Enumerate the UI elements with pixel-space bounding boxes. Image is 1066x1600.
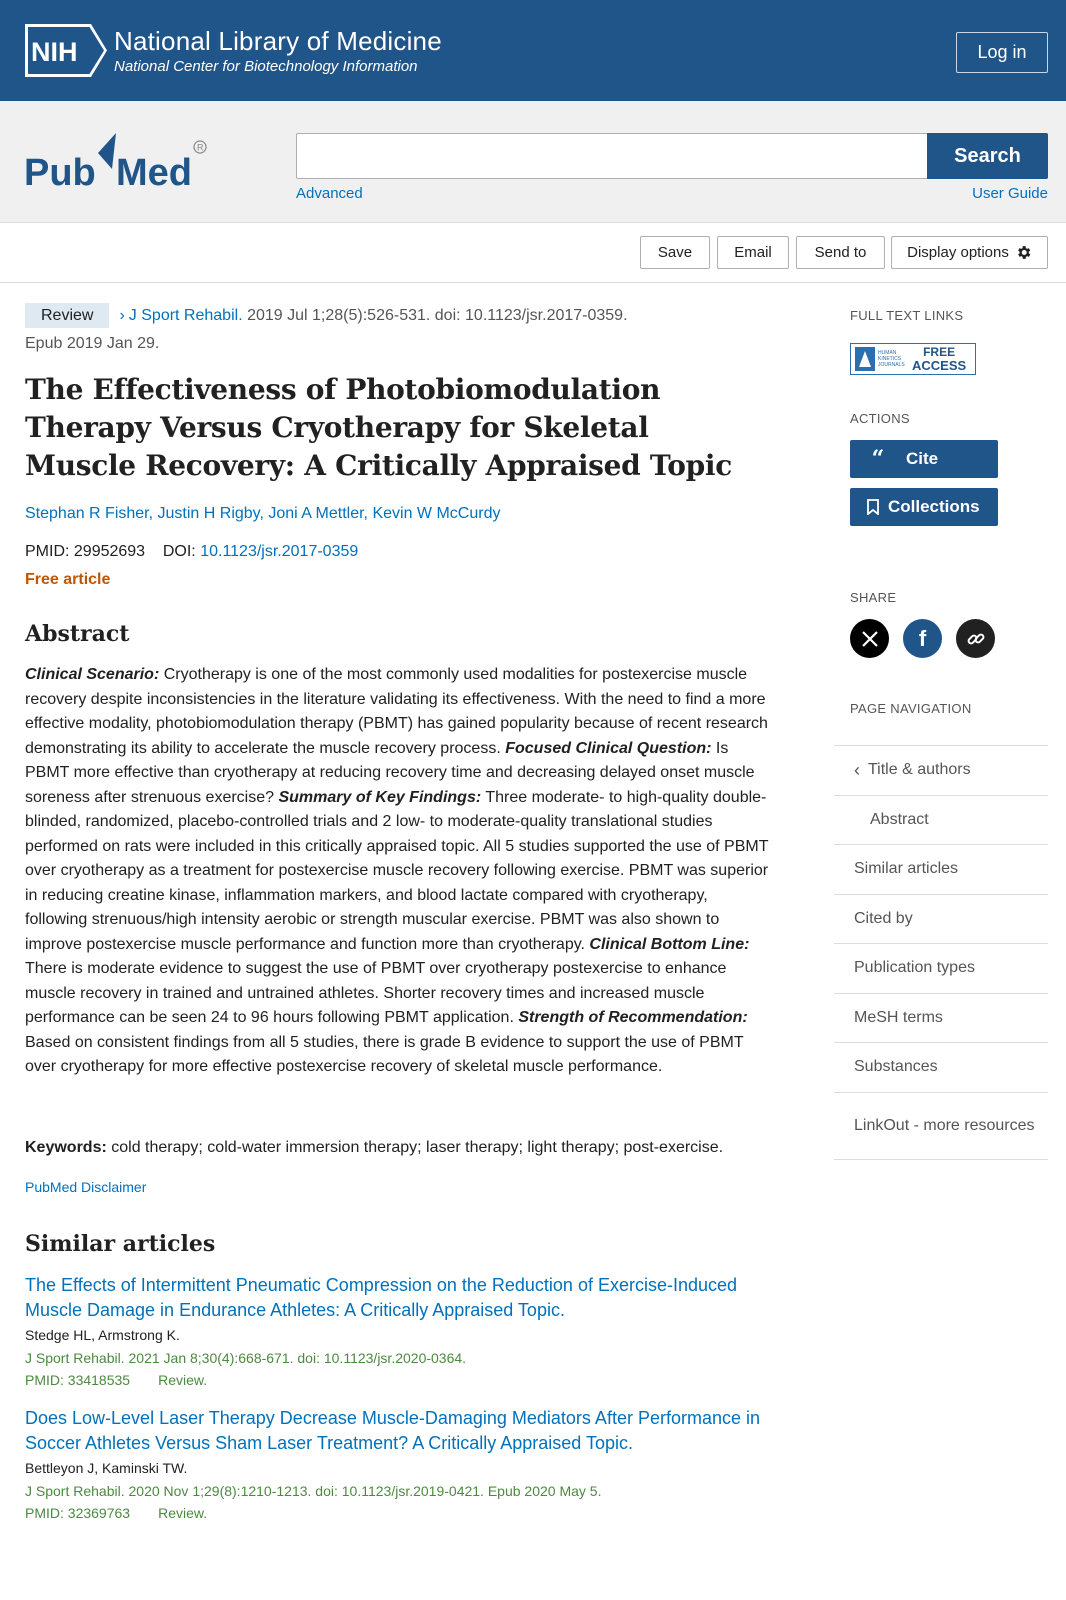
abstract-section-text: Three moderate- to high-quality double-blinded, randomized, placebo-controlled trials and 2 low- to moderate-quality translational studies performed on rats were included in this critically appraised topic. All 5 studies supported the use of PBMT over cryotherapy as a treatment for postexercise muscle recovery following exercise. PBMT was superior in reducing creatine kinase, inflammation markers, and blood lactate compared with cryotherapy, following strenuous/high intensity aerobic or strength muscular exercise. PBMT was also shown to improve postexercise muscle performance and function more than cryotherapy.: [25, 788, 769, 953]
similar-article-ids: [25, 1505, 770, 1521]
doi-link[interactable]: 10.1123/jsr.2017-0359: [200, 543, 359, 560]
citation-details: 2019 Jul 1;28(5):526-531. doi: 10.1123/jsr.2017-0359.: [247, 307, 628, 324]
svg-text:R: R: [197, 142, 204, 153]
abstract-section-label: Clinical Scenario:: [25, 666, 160, 683]
free-article-label: Free article: [25, 571, 111, 588]
similar-article-citation: J Sport Rehabil. 2020 Nov 1;29(8):1210-1213. doi: 10.1123/jsr.2019-0421. Epub 2020 May 5.: [25, 1483, 602, 1499]
pubmed-logo[interactable]: [24, 129, 224, 199]
display-options-label: Display options: [907, 244, 1009, 261]
journal-link[interactable]: J Sport Rehabil.: [128, 307, 243, 324]
bookmark-icon: [866, 499, 880, 515]
author-link[interactable]: Joni A Mettler: [268, 505, 364, 522]
nav-item-mesh-terms[interactable]: MeSH terms: [834, 993, 1048, 1043]
collections-label: Collections: [888, 497, 980, 516]
nav-item-publication-types[interactable]: Publication types: [834, 943, 1048, 993]
full-text-links-label: FULL TEXT LINKS: [850, 308, 964, 323]
nav-item-title-authors[interactable]: [834, 745, 1048, 795]
abstract-text: [25, 663, 770, 1080]
gear-icon: [1015, 244, 1032, 261]
similar-article: [25, 1273, 770, 1388]
save-button[interactable]: Save: [640, 236, 710, 269]
nih-logo[interactable]: [25, 24, 107, 77]
abstract-section-text: Based on consistent findings from all 5 studies, there is grade B evidence to support the use of PBMT over cryotherapy for more effective postexercise recovery of skeletal muscle performance.: [25, 1033, 744, 1075]
actions-label: ACTIONS: [850, 411, 910, 426]
keywords-label: Keywords:: [25, 1139, 107, 1156]
nav-item-similar-articles[interactable]: Similar articles: [834, 844, 1048, 894]
similar-articles-heading: Similar articles: [25, 1231, 216, 1257]
similar-article-pmid: PMID: 33418535: [25, 1372, 131, 1388]
svg-text:NIH: NIH: [31, 37, 78, 67]
search-input[interactable]: [296, 133, 928, 179]
facebook-icon[interactable]: f: [903, 619, 942, 658]
similar-article-citation: J Sport Rehabil. 2021 Jan 8;30(4):668-671. doi: 10.1123/jsr.2020-0364.: [25, 1350, 467, 1366]
svg-text:Pub: Pub: [24, 152, 96, 194]
nav-item-substances[interactable]: Substances: [834, 1042, 1048, 1092]
pubmed-disclaimer-link[interactable]: PubMed Disclaimer: [25, 1179, 147, 1195]
cite-button[interactable]: [850, 440, 998, 478]
advanced-search-link[interactable]: Advanced: [296, 185, 363, 202]
svg-text:Med: Med: [116, 152, 192, 194]
badge-free-label: FREE: [923, 345, 956, 359]
chevron-right-icon: ›: [119, 307, 125, 324]
search-band: [0, 101, 1066, 223]
abstract-section-label: Clinical Bottom Line:: [589, 935, 750, 953]
page-navigation-label: PAGE NAVIGATION: [850, 701, 972, 716]
author-link[interactable]: Stephan R Fisher: [25, 505, 149, 522]
nav-item-cited-by[interactable]: Cited by: [834, 894, 1048, 944]
display-options-button[interactable]: [891, 236, 1048, 269]
similar-article-ids: [25, 1372, 770, 1388]
similar-article: [25, 1406, 770, 1521]
keywords-text: cold therapy; cold-water immersion therapy; laser therapy; light therapy; post-exercise.: [106, 1139, 724, 1156]
article-title: The Effectiveness of Photobiomodulation Therapy Versus Cryotherapy for Skeletal Muscle Recovery: A Critically Appraised Topic: [25, 373, 732, 482]
quote-icon: “: [871, 446, 885, 472]
search-button[interactable]: Search: [927, 133, 1048, 179]
abstract-section-label: Focused Clinical Question:: [505, 739, 712, 757]
share-buttons: [850, 619, 1046, 659]
article-toolbar: [0, 223, 1066, 283]
similar-article-title[interactable]: The Effects of Intermittent Pneumatic Compression on the Reduction of Exercise-Induced Muscle Damage in Endurance Athletes: A Critically Appraised Topic.: [25, 1275, 738, 1320]
similar-article-type: Review.: [158, 1372, 208, 1388]
nlm-title[interactable]: National Library of Medicine: [114, 26, 442, 56]
ncbi-subtitle: National Center for Biotechnology Information: [114, 58, 418, 75]
nav-item-linkout[interactable]: LinkOut - more resources: [834, 1092, 1048, 1160]
keywords: [25, 1139, 770, 1157]
chevron-left-icon: ‹: [854, 759, 860, 780]
author-link[interactable]: Kevin W McCurdy: [372, 505, 501, 522]
abstract-section-label: Summary of Key Findings:: [278, 788, 482, 806]
author-link[interactable]: Justin H Rigby: [157, 505, 260, 522]
collections-button[interactable]: [850, 488, 998, 526]
similar-article-title[interactable]: Does Low-Level Laser Therapy Decrease Muscle-Damaging Mediators After Performance in Soccer Athletes Versus Sham Laser Treatment? A Critically Appraised Topic.: [25, 1408, 761, 1453]
publisher-logo-icon: [855, 347, 875, 371]
abstract-section-label: Strength of Recommendation:: [518, 1009, 748, 1026]
similar-article-type: Review.: [158, 1505, 208, 1521]
article-citation: [25, 303, 770, 328]
badge-access-label: ACCESS: [912, 358, 967, 373]
page-navigation: [834, 745, 1048, 1160]
abstract-section-text: Is PBMT more effective than cryotherapy at reducing recovery time and decreasing delayed onset muscle soreness after strenuous exercise?: [25, 739, 755, 806]
email-button[interactable]: Email: [717, 236, 789, 269]
publication-type-tag[interactable]: Review: [25, 303, 109, 328]
cite-label: Cite: [906, 449, 939, 468]
x-twitter-icon[interactable]: [850, 619, 889, 658]
link-icon[interactable]: [956, 619, 995, 658]
abstract-section-text: There is moderate evidence to suggest the use of PBMT over cryotherapy postexercise to enhance muscle recovery in trained and untrained athletes. Shorter recovery times and increased muscle performance can be seen 24 to 96 hours following PBMT application.: [25, 960, 727, 1026]
author-list: Stephan R Fisher, Justin H Rigby, Joni A Mettler, Kevin W McCurdy: [25, 505, 501, 522]
login-button[interactable]: Log in: [956, 32, 1048, 73]
user-guide-link[interactable]: User Guide: [972, 185, 1048, 202]
send-to-button[interactable]: Send to: [796, 236, 885, 269]
similar-article-authors: Stedge HL, Armstrong K.: [25, 1327, 180, 1343]
abstract-section-text: Cryotherapy is one of the most commonly used modalities for postexercise muscle recovery despite inconsistencies in the literature validating its effectiveness. With the need to find a more effective modality, photobiomodulation therapy (PBMT) has gained popularity because of recent research demonstrating its ability to accelerate the muscle recovery process.: [25, 666, 768, 757]
similar-article-authors: Bettleyon J, Kaminski TW.: [25, 1460, 188, 1476]
doi-label: DOI:: [162, 543, 196, 560]
similar-article-pmid: PMID: 32369763: [25, 1505, 131, 1521]
nih-header: [0, 0, 1066, 101]
share-label: SHARE: [850, 590, 897, 605]
epub-date: Epub 2019 Jan 29.: [25, 335, 160, 352]
nav-item-abstract[interactable]: Abstract: [834, 795, 1048, 845]
publisher-label: HUMAN KINETICS JOURNALS: [878, 350, 905, 368]
nav-item-label: Title & authors: [868, 761, 971, 779]
abstract-heading: Abstract: [25, 621, 130, 647]
pmid: PMID: 29952693: [25, 543, 146, 560]
article-identifiers: [25, 543, 358, 561]
free-access-badge[interactable]: [850, 343, 976, 375]
